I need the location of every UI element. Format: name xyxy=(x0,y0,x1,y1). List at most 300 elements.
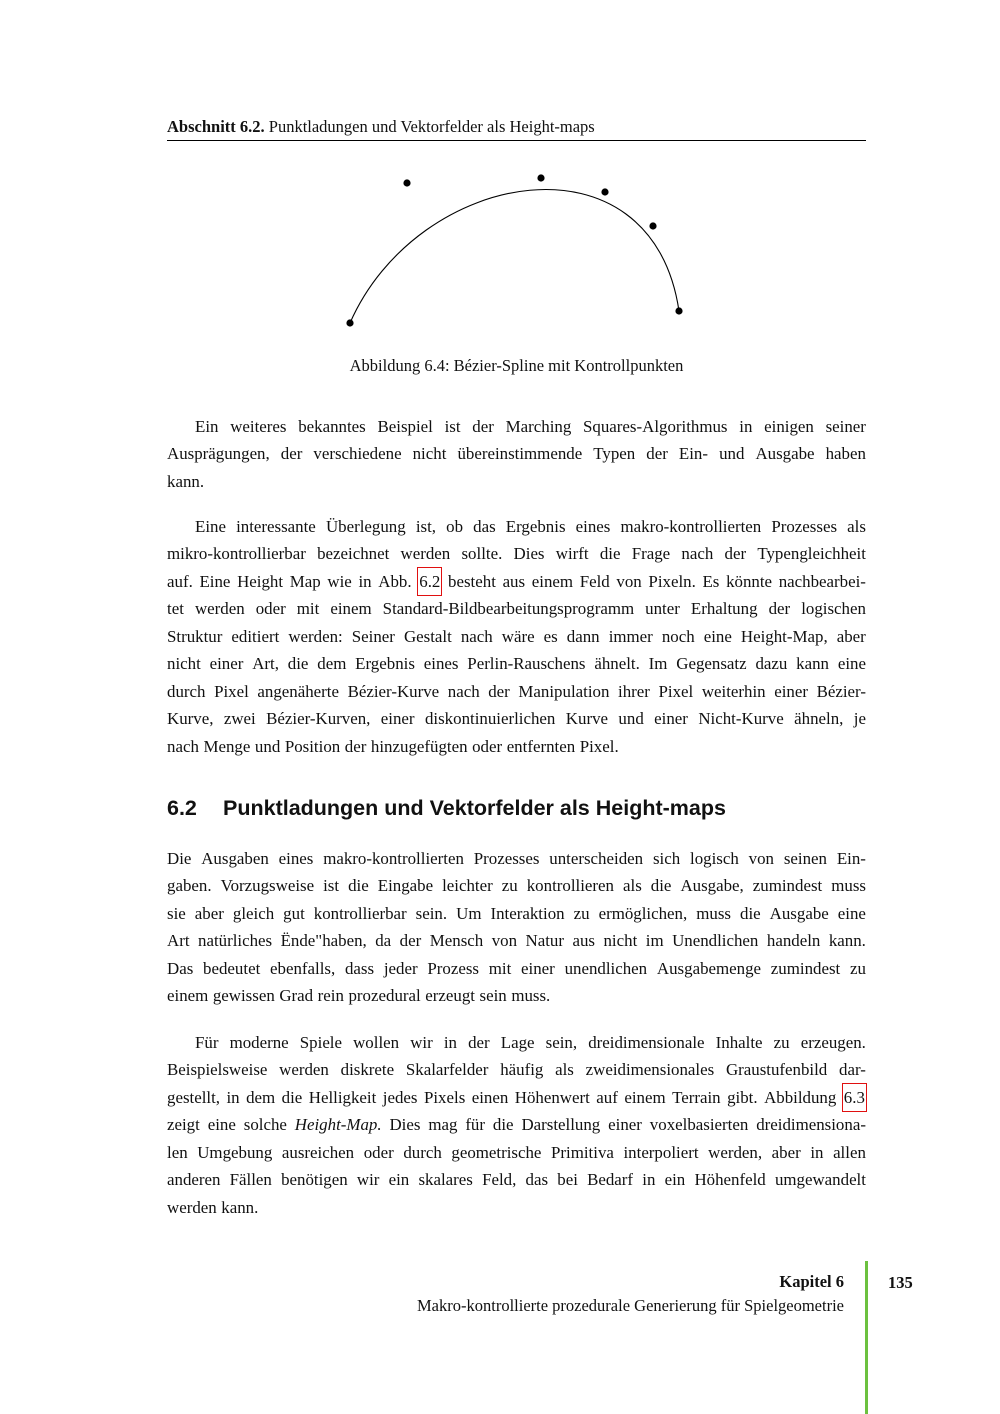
text-line xyxy=(167,1139,866,1166)
word: die xyxy=(348,876,369,896)
word: Graustufenbild xyxy=(725,1060,828,1080)
word: einer xyxy=(209,654,244,674)
word: mikro-kontrollierbar xyxy=(167,544,306,564)
word: Ein xyxy=(195,417,219,436)
word: ermöglichen, xyxy=(598,903,688,923)
word: werden xyxy=(279,1060,329,1080)
word: Pixel. xyxy=(579,736,619,756)
word: ähnelt. xyxy=(594,654,640,674)
word: Position xyxy=(284,736,341,756)
word: einigen xyxy=(764,417,814,436)
paragraph xyxy=(167,1029,866,1221)
text-line xyxy=(167,540,866,567)
word: noch xyxy=(661,626,695,646)
footer-chapter-title: Makro-kontrollierte prozedurale Generierung für Spielgeometrie xyxy=(417,1296,844,1315)
word: Art xyxy=(167,931,190,951)
word: skalares xyxy=(418,1170,473,1190)
word: Gegensatz xyxy=(676,654,747,674)
word: eine xyxy=(703,626,732,646)
word: makro-kontrollierten xyxy=(620,517,762,536)
word: Prozesses xyxy=(473,849,540,868)
word: Im xyxy=(648,654,668,674)
word: gewissen xyxy=(212,986,275,1006)
word: Pixels xyxy=(423,1087,466,1107)
word: die xyxy=(287,654,309,674)
word: aber xyxy=(194,903,224,923)
word: Mensch xyxy=(429,931,484,951)
word: logischen xyxy=(801,599,866,619)
word: aber xyxy=(836,626,866,646)
cross-reference-link[interactable]: 6.3 xyxy=(843,1084,866,1111)
word: zu xyxy=(501,876,518,896)
word: makro-kontrollierten xyxy=(323,849,464,868)
word: durch xyxy=(167,681,206,701)
text-line xyxy=(167,1111,866,1138)
word: Ergebnis xyxy=(355,654,415,674)
word: Kurve xyxy=(565,709,609,729)
word: ähneln, xyxy=(794,709,844,729)
word: Es xyxy=(702,571,720,591)
word: Skalarfelder xyxy=(405,1060,489,1080)
word: besteht xyxy=(448,571,496,591)
word: allen xyxy=(833,1142,866,1162)
word: Primitiva xyxy=(551,1142,614,1162)
text-line xyxy=(167,678,866,705)
word: natürliches xyxy=(198,931,273,951)
word: dass xyxy=(344,958,375,978)
word: und xyxy=(618,709,644,729)
word: nicht xyxy=(603,931,638,951)
word: oder xyxy=(472,736,503,756)
word: von xyxy=(748,849,774,868)
word: haben xyxy=(825,444,866,464)
word: Lage xyxy=(500,1033,535,1052)
word: Die xyxy=(167,849,192,868)
word: eines xyxy=(423,654,459,674)
figure-caption: Abbildung 6.4: Bézier-Spline mit Kontrollpunkten xyxy=(349,356,684,375)
margin-rule xyxy=(865,1261,868,1414)
text-line xyxy=(167,1084,866,1111)
paragraph xyxy=(167,513,866,760)
word: Perlin-Rauschens xyxy=(467,654,586,674)
word: die xyxy=(650,876,672,896)
text-line xyxy=(167,733,866,760)
text-line xyxy=(167,568,866,595)
word: diskontinuierlichen xyxy=(424,709,556,729)
word: dann xyxy=(566,626,600,646)
word: Beispiel xyxy=(377,417,433,436)
word: der xyxy=(472,417,494,436)
bezier-curve xyxy=(350,190,679,323)
word: zu xyxy=(573,903,590,923)
text-line xyxy=(167,1166,866,1193)
word: Pixeln. xyxy=(648,571,696,591)
word: aus xyxy=(502,571,526,591)
section-title: Punktladungen und Vektorfelder als Height-maps xyxy=(223,796,726,820)
word: Ausgaben xyxy=(201,849,269,868)
text-line xyxy=(167,927,866,954)
word: werden xyxy=(194,599,245,619)
word: interpoliert xyxy=(623,1142,699,1162)
word: Bézier-Kurve xyxy=(347,681,440,701)
word: wäre xyxy=(501,626,535,646)
word: solche xyxy=(243,1115,287,1135)
word: wir xyxy=(356,1170,380,1190)
word: unendlichen xyxy=(564,958,648,978)
word: Ënde"haben, xyxy=(280,931,367,951)
word: Eine xyxy=(199,571,231,591)
text-line xyxy=(167,1029,866,1056)
word: der xyxy=(468,1033,490,1052)
word: Frage xyxy=(631,544,671,564)
word: im xyxy=(645,931,664,951)
word: werden xyxy=(400,544,451,564)
word: dem xyxy=(317,654,347,674)
word: da xyxy=(375,931,392,951)
word: in xyxy=(226,1087,240,1107)
word: sein xyxy=(479,986,507,1006)
word: Height xyxy=(237,571,284,591)
word: wie xyxy=(327,571,352,591)
word: Erhaltung xyxy=(690,599,758,619)
word: nach xyxy=(447,681,480,701)
word: eines xyxy=(575,517,611,536)
footer-chapter-label: Kapitel 6 xyxy=(779,1272,844,1291)
word: Fällen xyxy=(229,1170,272,1190)
word: leichter xyxy=(442,876,493,896)
word: die xyxy=(740,903,761,923)
word: voxelbasierten xyxy=(649,1115,749,1135)
text-line xyxy=(167,982,866,1009)
paragraph xyxy=(167,845,866,1010)
text-line xyxy=(167,623,866,650)
word: muss xyxy=(696,903,731,923)
word: sie xyxy=(167,903,186,923)
word: Map xyxy=(289,571,321,591)
running-header-section-label: Abschnitt 6.2. xyxy=(167,117,265,136)
word: tet xyxy=(167,599,184,619)
text-line xyxy=(167,440,866,467)
word: Bézier-Kurven, xyxy=(266,709,371,729)
word: Ausgabe xyxy=(755,444,815,464)
word: unterscheiden xyxy=(549,849,644,868)
word: ist xyxy=(444,417,461,436)
word: das xyxy=(525,1170,549,1190)
word: aus xyxy=(572,931,595,951)
word: Pixel xyxy=(214,681,249,701)
word: umgewandelt xyxy=(774,1170,866,1190)
word: der xyxy=(280,444,303,464)
control-point xyxy=(403,179,410,186)
word: Bedarf xyxy=(587,1170,634,1190)
word: Überlegung xyxy=(325,517,406,536)
bezier-spline-figure xyxy=(0,160,1000,350)
word: prozedural xyxy=(348,986,421,1006)
word: einem xyxy=(531,571,574,591)
word: seiner xyxy=(825,417,866,436)
word: Height-Map. xyxy=(294,1115,382,1135)
word: Natur xyxy=(525,931,564,951)
text-line xyxy=(167,513,866,540)
text-line xyxy=(167,413,866,440)
word: kann xyxy=(796,654,829,674)
word: mit xyxy=(488,958,512,978)
text-line xyxy=(167,845,866,872)
word: je xyxy=(853,709,866,729)
word: das xyxy=(473,517,496,536)
word: gut xyxy=(283,903,305,923)
word: häufig xyxy=(500,1060,544,1080)
word: bezeichnet xyxy=(317,544,390,564)
word: sollte. xyxy=(461,544,503,564)
page-number: 135 xyxy=(888,1273,913,1292)
word: verschiedene xyxy=(313,444,402,464)
word: kann. xyxy=(221,1197,259,1217)
word: nach xyxy=(460,626,493,646)
text-line xyxy=(167,955,866,982)
word: dazu xyxy=(755,654,788,674)
word: der xyxy=(724,544,747,564)
word: von xyxy=(491,931,518,951)
text-line xyxy=(167,1056,866,1083)
word: als xyxy=(623,876,642,896)
word: in xyxy=(642,1170,656,1190)
word: oder xyxy=(255,599,286,619)
word: Nicht-Kurve xyxy=(698,709,784,729)
word: in xyxy=(443,1033,457,1052)
word: jeder xyxy=(383,958,418,978)
word: Unendlichen xyxy=(672,931,759,951)
word: gibt. xyxy=(727,1087,758,1107)
word: ist, xyxy=(415,517,436,536)
word: Für xyxy=(195,1033,219,1052)
word: gestellt, xyxy=(167,1087,221,1107)
word: ein xyxy=(388,1170,410,1190)
word: Interaktion xyxy=(490,903,565,923)
word: Um xyxy=(456,903,482,923)
word: sein, xyxy=(545,1033,578,1052)
control-point xyxy=(675,307,682,314)
word: Ergebnis xyxy=(505,517,566,536)
word: dreidimensionale xyxy=(588,1033,705,1052)
word: kontrollieren xyxy=(526,876,614,896)
word: geometrische xyxy=(451,1142,542,1162)
word: nach xyxy=(167,736,199,756)
word: Ausgabe, xyxy=(680,876,744,896)
control-point xyxy=(649,222,656,229)
word: jedes xyxy=(382,1087,418,1107)
word: editiert xyxy=(231,626,280,646)
word: Dies xyxy=(513,544,545,564)
word: immer xyxy=(608,626,653,646)
word: len xyxy=(167,1142,188,1162)
word: erzeugt xyxy=(425,986,475,1006)
text-line xyxy=(167,872,866,899)
word: Feld xyxy=(579,571,610,591)
word: Ausprägungen, xyxy=(167,444,270,464)
control-point xyxy=(601,188,608,195)
word: zeigt xyxy=(167,1115,200,1135)
word: zu xyxy=(850,958,866,978)
word: einem xyxy=(167,986,209,1006)
word: zweidimensionales xyxy=(585,1060,715,1080)
word: durch xyxy=(403,1142,442,1162)
word: ihrer xyxy=(618,681,650,701)
word: nicht xyxy=(412,444,447,464)
running-header xyxy=(167,116,866,141)
word: Vorzugsweise xyxy=(220,876,315,896)
word: Feld, xyxy=(482,1170,517,1190)
text-line xyxy=(167,595,866,622)
word: einen xyxy=(471,1087,509,1107)
word: Height-Map, xyxy=(740,626,828,646)
text-line xyxy=(167,1194,866,1221)
word: die xyxy=(599,544,621,564)
word: Bézier- xyxy=(816,681,866,701)
word: ob xyxy=(446,517,464,536)
word: dreidimensiona- xyxy=(756,1115,866,1135)
word: Manipulation xyxy=(518,681,610,701)
word: nachbearbei- xyxy=(778,571,866,591)
word: bedeutet xyxy=(203,958,261,978)
word: Marching xyxy=(505,417,572,436)
word: für xyxy=(465,1115,486,1135)
word: auf xyxy=(596,1087,618,1107)
word: Eingabe xyxy=(377,876,434,896)
word: Seiner xyxy=(351,626,395,646)
word: Darstellung xyxy=(521,1115,601,1135)
word: die xyxy=(281,1087,303,1107)
word: der xyxy=(488,681,510,701)
word: rein xyxy=(317,986,344,1006)
word: anderen xyxy=(167,1170,221,1190)
word: Abbildung xyxy=(764,1087,837,1107)
text-line xyxy=(167,650,866,677)
text-line xyxy=(167,468,866,495)
word: Terrain xyxy=(672,1087,721,1107)
word: Typen xyxy=(593,444,636,464)
word: zumindest xyxy=(770,958,841,978)
word: der xyxy=(646,444,668,464)
word: Das xyxy=(167,958,194,978)
word: einer xyxy=(521,958,555,978)
word: nach xyxy=(681,544,714,564)
word: werden, xyxy=(708,1142,763,1162)
word: muss. xyxy=(511,986,551,1006)
word: weiterhin xyxy=(701,681,766,701)
word: Menge xyxy=(203,736,251,756)
word: gaben. xyxy=(167,876,212,896)
word: einem xyxy=(624,1087,666,1107)
section-heading xyxy=(167,796,726,821)
word: eine xyxy=(837,654,866,674)
text-line xyxy=(167,900,866,927)
word: zumindest xyxy=(752,876,823,896)
word: oder xyxy=(363,1142,394,1162)
word: wirft xyxy=(555,544,589,564)
word: Beispielsweise xyxy=(167,1060,268,1080)
word: sich xyxy=(652,849,681,868)
word: Kurve, xyxy=(167,709,214,729)
word: kontrollierbar xyxy=(313,903,407,923)
word: Höhenfeld xyxy=(694,1170,766,1190)
word: könnte xyxy=(726,571,773,591)
control-point xyxy=(346,319,353,326)
word: eine xyxy=(837,903,866,923)
cross-reference-link[interactable]: 6.2 xyxy=(418,568,441,595)
word: in xyxy=(358,571,372,591)
paragraph xyxy=(167,413,866,495)
word: mit xyxy=(296,599,320,619)
word: aber xyxy=(771,1142,801,1162)
word: Helligkeit xyxy=(308,1087,377,1107)
word: einer xyxy=(380,709,415,729)
word: die xyxy=(492,1115,514,1135)
word: einer xyxy=(774,681,808,701)
word: in xyxy=(739,417,753,436)
word: Gestalt xyxy=(403,626,452,646)
word: kann. xyxy=(167,471,205,491)
word: einer xyxy=(608,1115,642,1135)
word: von xyxy=(616,571,642,591)
word: eines xyxy=(278,849,314,868)
word: einem xyxy=(330,599,372,619)
running-header-section-title: Punktladungen und Vektorfelder als Height-maps xyxy=(268,117,595,136)
word: gleich xyxy=(232,903,275,923)
word: zwei xyxy=(223,709,256,729)
word: Umgebung xyxy=(197,1142,273,1162)
word: Inhalte xyxy=(715,1033,763,1052)
word: bekanntes xyxy=(298,417,366,436)
word: entfernten xyxy=(506,736,576,756)
word: der xyxy=(399,931,422,951)
word: der xyxy=(344,736,367,756)
word: ausreichen xyxy=(281,1142,355,1162)
word: nicht xyxy=(167,654,201,674)
word: ist xyxy=(323,876,340,896)
word: benötigen xyxy=(281,1170,348,1190)
word: muss xyxy=(831,876,866,896)
word: Prozess xyxy=(427,958,479,978)
word: wir xyxy=(410,1033,433,1052)
word: es xyxy=(543,626,558,646)
word: interessante xyxy=(236,517,316,536)
word: handeln xyxy=(766,931,821,951)
word: angenäherte xyxy=(257,681,339,701)
word: erzeugen. xyxy=(800,1033,866,1052)
word: seinen xyxy=(783,849,827,868)
word: und xyxy=(719,444,745,464)
word: Standard-Bildbearbeitungsprogramm xyxy=(382,599,635,619)
word: werden: xyxy=(288,626,343,646)
word: mag xyxy=(428,1115,458,1135)
word: bei xyxy=(557,1170,578,1190)
word: weiteres xyxy=(230,417,287,436)
word: kann. xyxy=(828,931,866,951)
word: Eine xyxy=(195,517,226,536)
word: wollen xyxy=(353,1033,400,1052)
word: Ein- xyxy=(678,444,709,464)
word: Spiele xyxy=(299,1033,342,1052)
word: Pixel xyxy=(658,681,694,701)
word: Struktur xyxy=(167,626,223,646)
word: in xyxy=(810,1142,824,1162)
word: Prozesses xyxy=(771,517,838,536)
word: der xyxy=(768,599,791,619)
text-line xyxy=(167,705,866,732)
word: ein xyxy=(664,1170,686,1190)
word: sein. xyxy=(415,903,448,923)
